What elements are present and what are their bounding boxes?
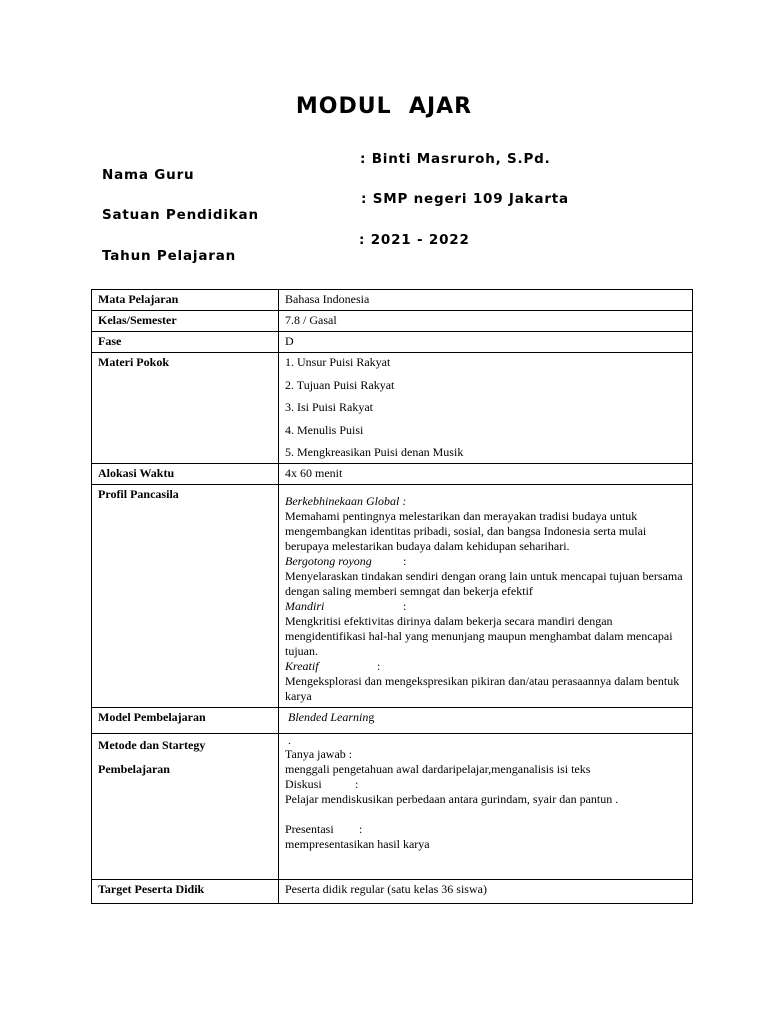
profil-item-desc: Memahami pentingnya melestarikan dan merayakan tradisi budaya untuk mengembangkan identitas pribadi, sosial, dan bangsa Indonesia serta mulai berupaya melestarikan budaya dalam kehidupan seharihari. bbox=[285, 509, 647, 553]
model-pembelajaran-value bbox=[279, 708, 693, 734]
profil-item bbox=[285, 494, 686, 509]
nama-guru-value: : Binti Masruroh, S.Pd. bbox=[360, 151, 551, 167]
table-row bbox=[92, 464, 693, 485]
table-row bbox=[92, 290, 693, 311]
target-peserta-didik-label: Target Peserta Didik bbox=[92, 880, 279, 904]
table-row bbox=[92, 353, 693, 464]
header-row-tahun-pelajaran bbox=[91, 232, 470, 280]
table-row bbox=[92, 485, 693, 708]
mata-pelajaran-label: Mata Pelajaran bbox=[92, 290, 279, 311]
module-info-table bbox=[91, 289, 693, 904]
profil-pancasila-label: Profil Pancasila bbox=[92, 485, 279, 708]
metode-item bbox=[285, 747, 686, 762]
table-row bbox=[92, 880, 693, 904]
document-title: MODUL AJAR bbox=[295, 94, 473, 119]
profil-item-name: Kreatif bbox=[285, 659, 319, 673]
profil-item bbox=[285, 659, 686, 674]
model-pembelajaran-italic: Blended Learnin bbox=[288, 710, 369, 724]
materi-pokok-list bbox=[279, 353, 693, 464]
table-row bbox=[92, 708, 693, 734]
metode-dot: . bbox=[288, 733, 291, 747]
nama-guru-label: Nama Guru bbox=[102, 167, 195, 183]
metode-item-name: Tanya jawab bbox=[285, 747, 346, 761]
list-item: 3. Isi Puisi Rakyat bbox=[285, 400, 374, 414]
alokasi-waktu-label: Alokasi Waktu bbox=[92, 464, 279, 485]
tahun-pelajaran-value: : 2021 - 2022 bbox=[359, 232, 470, 248]
materi-pokok-label: Materi Pokok bbox=[92, 353, 279, 464]
spacer bbox=[285, 807, 686, 822]
table-row bbox=[92, 311, 693, 332]
profil-item-desc: Mengeksplorasi dan mengekspresikan pikiran dan/atau perasaannya dalam bentuk karya bbox=[285, 674, 680, 703]
list-item: 5. Mengkreasikan Puisi denan Musik bbox=[285, 445, 464, 459]
tahun-pelajaran-label: Tahun Pelajaran bbox=[102, 248, 237, 264]
model-pembelajaran-tail: g bbox=[368, 710, 375, 724]
metode-item-desc: mempresentasikan hasil karya bbox=[285, 837, 430, 851]
profil-item bbox=[285, 554, 686, 569]
mata-pelajaran-value: Bahasa Indonesia bbox=[279, 290, 693, 311]
metode-label bbox=[92, 734, 279, 880]
fase-value: D bbox=[279, 332, 693, 353]
profil-item-colon: : bbox=[403, 599, 407, 613]
profil-item-colon: : bbox=[377, 659, 381, 673]
profil-item-desc: Menyelaraskan tindakan sendiri dengan orang lain untuk mencapai tujuan bersama dengan saling memberi semngat dan bekerja efektif bbox=[285, 569, 683, 598]
metode-label-line1: Metode dan Startegy bbox=[98, 738, 206, 752]
list-item: 2. Tujuan Puisi Rakyat bbox=[285, 377, 395, 392]
profil-item-name: Mandiri bbox=[285, 599, 325, 613]
metode-item-colon: : bbox=[348, 747, 353, 761]
alokasi-waktu-value: 4x 60 menit bbox=[279, 464, 693, 485]
metode-item-name: Diskusi bbox=[285, 777, 322, 791]
metode-item-colon: : bbox=[355, 777, 359, 791]
kelas-semester-label: Kelas/Semester bbox=[92, 311, 279, 332]
kelas-semester-value: 7.8 / Gasal bbox=[279, 311, 693, 332]
fase-label: Fase bbox=[92, 332, 279, 353]
profil-item-colon: : bbox=[402, 494, 407, 508]
table-row bbox=[92, 734, 693, 880]
satuan-pendidikan-label: Satuan Pendidikan bbox=[102, 207, 259, 223]
profil-item-name: Berkebhinekaan Global bbox=[285, 494, 400, 508]
metode-label-line2: Pembelajaran bbox=[98, 762, 170, 776]
metode-item bbox=[285, 777, 686, 792]
metode-item-desc: Pelajar mendiskusikan perbedaan antara gurindam, syair dan pantun . bbox=[285, 792, 619, 806]
metode-content bbox=[279, 734, 693, 880]
target-peserta-didik-value: Peserta didik regular (satu kelas 36 siswa) bbox=[279, 880, 693, 904]
list-item: 4. Menulis Puisi bbox=[285, 422, 364, 437]
satuan-pendidikan-value: : SMP negeri 109 Jakarta bbox=[361, 191, 569, 207]
model-pembelajaran-label: Model Pembelajaran bbox=[92, 708, 279, 734]
list-item: 1. Unsur Puisi Rakyat bbox=[285, 355, 391, 369]
table-row bbox=[92, 332, 693, 353]
profil-item-colon: : bbox=[403, 554, 407, 568]
metode-item-desc: menggali pengetahuan awal dardaripelajar,menganalisis isi teks bbox=[285, 762, 591, 776]
metode-item bbox=[285, 822, 686, 837]
profil-pancasila-content bbox=[279, 485, 693, 708]
profil-item-desc: Mengkritisi efektivitas dirinya dalam bekerja secara mandiri dengan mengidentifikasi hal-hal yang menunjang maupun menghambat dalam mencapai tujuan. bbox=[285, 614, 673, 658]
profil-item bbox=[285, 599, 686, 614]
metode-item-colon: : bbox=[359, 822, 363, 836]
metode-item-name: Presentasi bbox=[285, 822, 334, 836]
profil-item-name: Bergotong royong bbox=[285, 554, 372, 568]
